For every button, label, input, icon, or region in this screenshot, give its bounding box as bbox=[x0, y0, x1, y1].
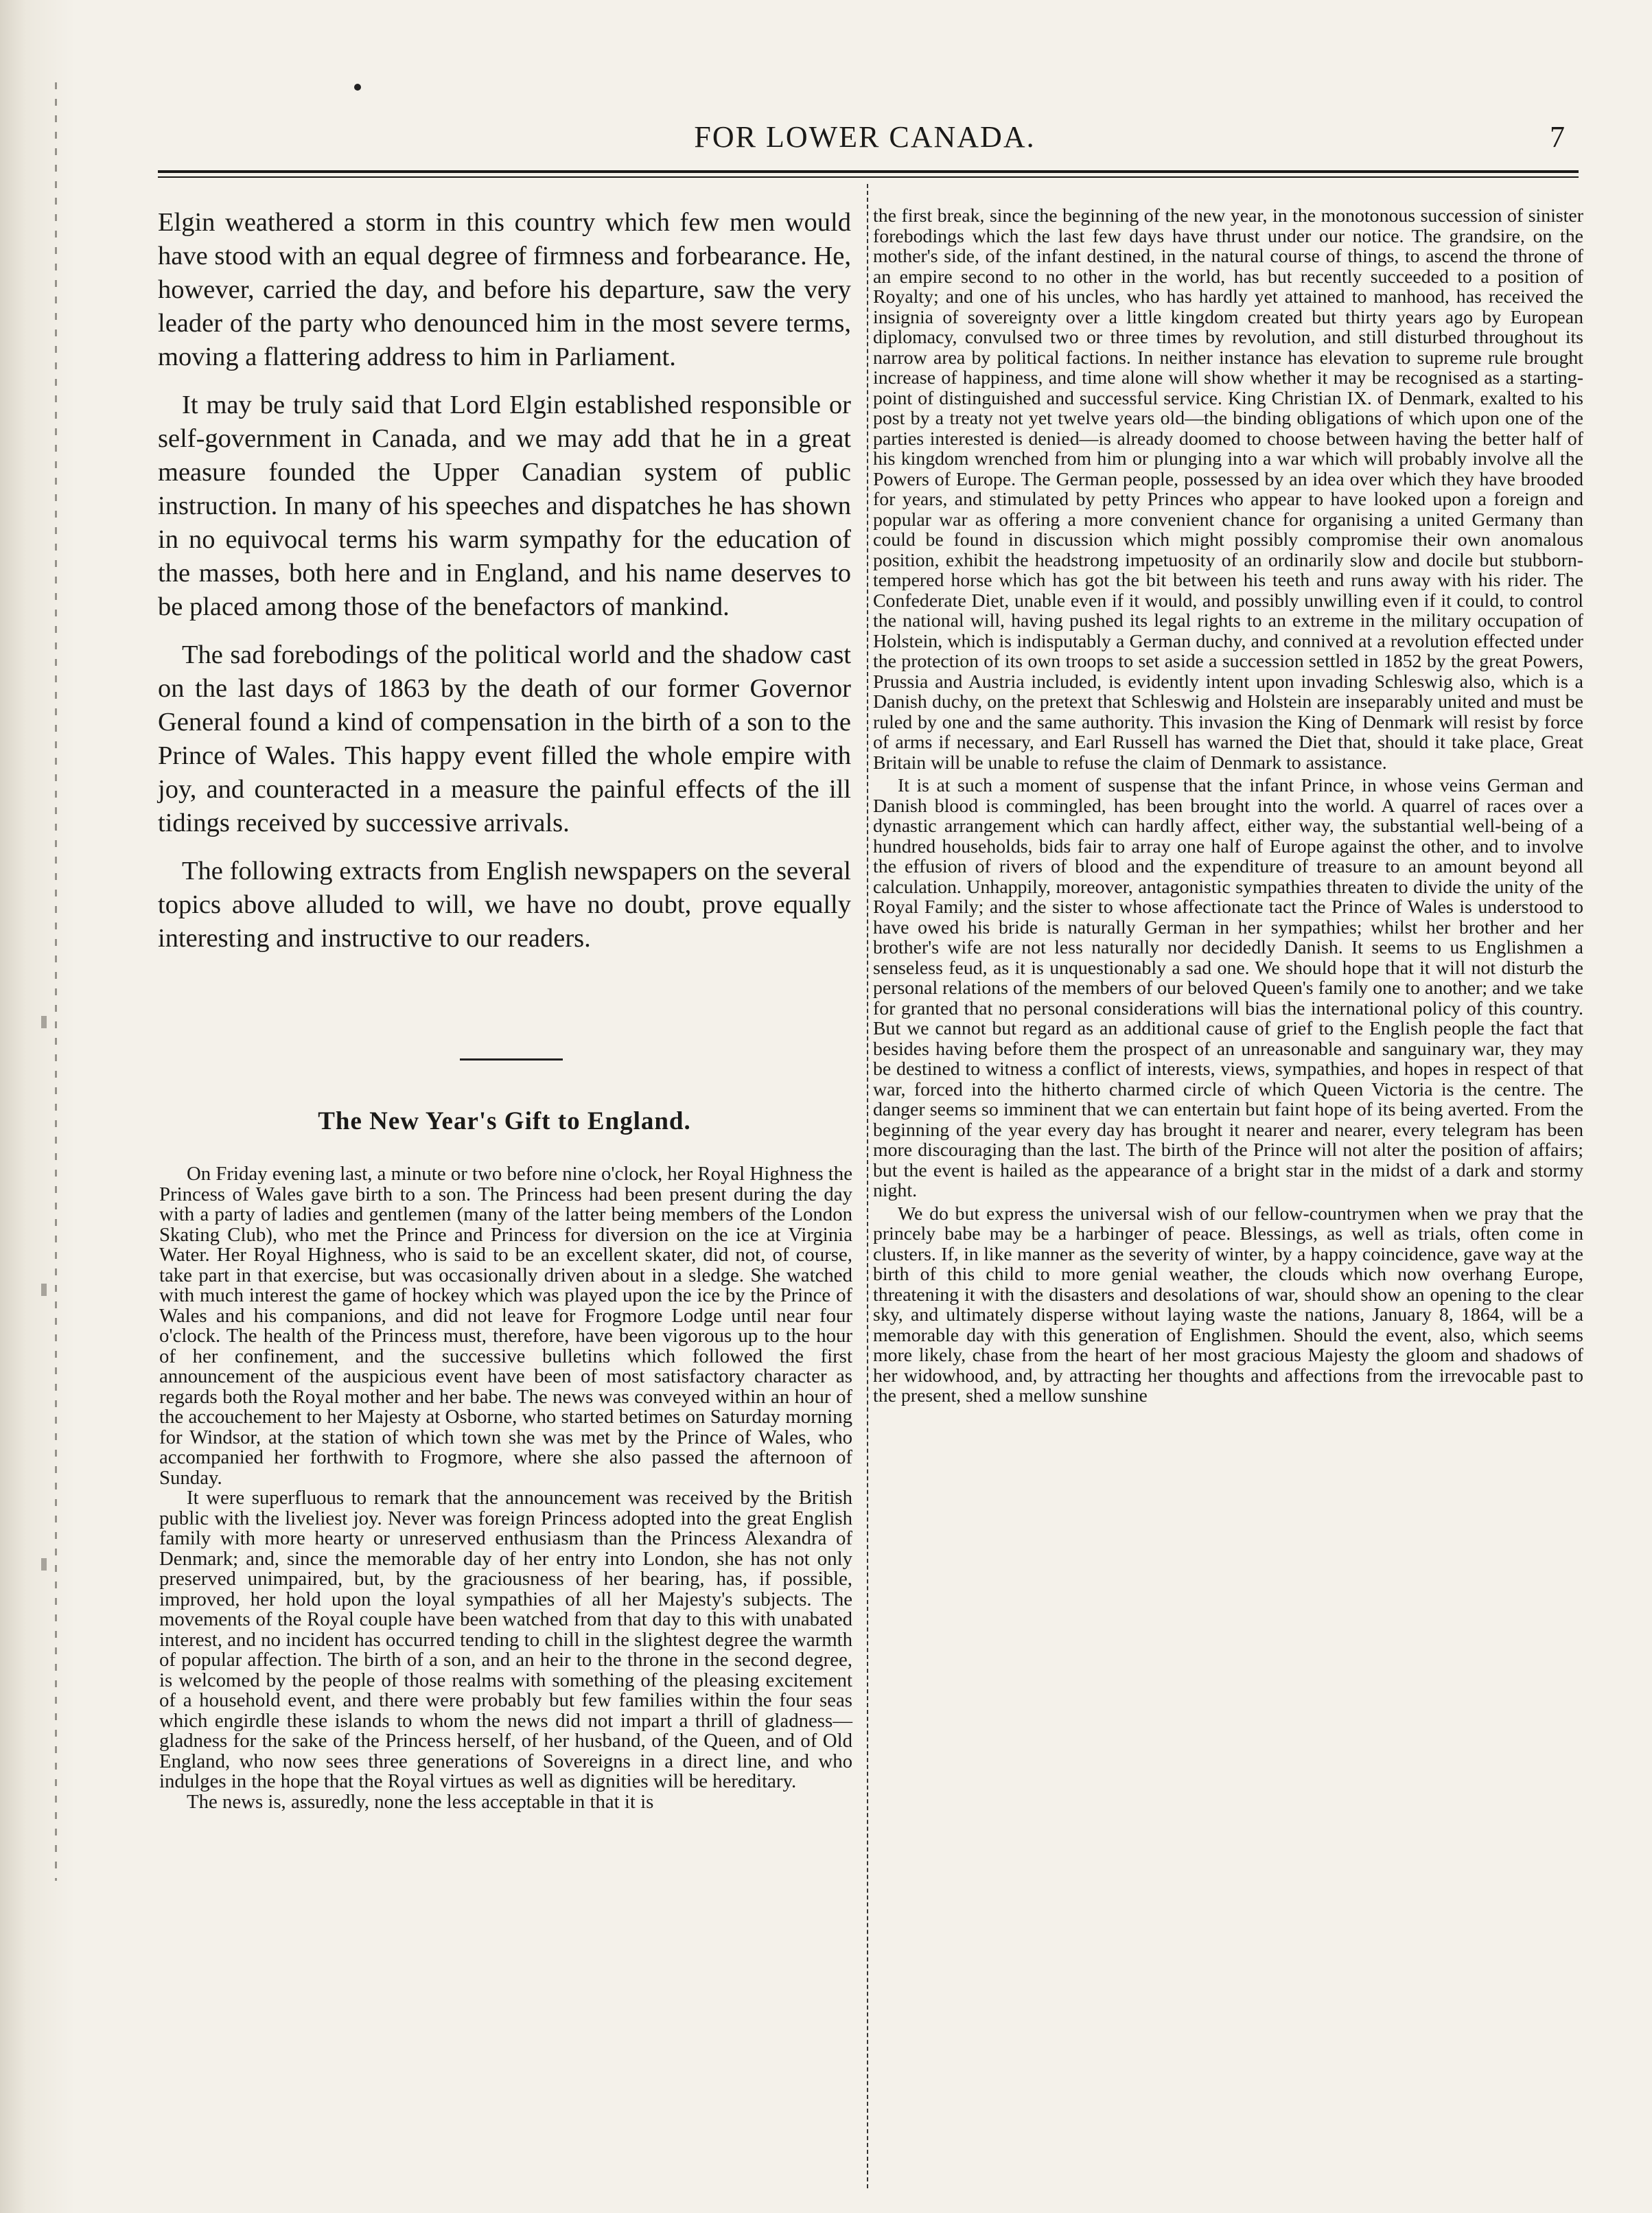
binding-margin bbox=[0, 0, 75, 2213]
article-paragraph: We do but express the universal wish of our fellow-countrymen when we pray that the princely babe may be a harbinger of peace. Blessings, as well as trials, often come in clusters. If, in like manner as the severity of winter, by a happy coincidence, gave way at the birth of this child to more genial weather, the clouds which now overhang Europe, threatening it with the disasters and desolations of war, should show an opening to the clear sky, and ultimately disperse without laying waste the nations, January 8, 1864, will be a memorable day with this generation of Englishmen. Should the event, also, which seems more likely, chase from the heart of her most gracious Majesty the gloom and shadows of her widowhood, and, by attracting her thoughts and affections from the irrevocable past to the present, shed a mellow sunshine bbox=[873, 1203, 1583, 1406]
header-rule-thin bbox=[158, 176, 1579, 178]
section-separator bbox=[460, 1058, 563, 1061]
paragraph: It may be truly said that Lord Elgin established responsible or self-government in Canada, and we may add that he in a great measure founded the Upper Canadian system of public instruction. In many of his speeches and dispatches he has shown in no equivocal terms his warm sympathy for the education of the masses, both here and in England, and his name deserves to be placed among those of the benefactors of mankind. bbox=[158, 391, 851, 621]
margin-mark bbox=[41, 1558, 47, 1571]
running-header bbox=[151, 117, 1579, 165]
article-paragraph: The news is, assuredly, none the less acceptable in that it is bbox=[187, 1790, 654, 1813]
margin-mark bbox=[41, 1284, 47, 1296]
article-right-column bbox=[873, 206, 1583, 1406]
left-column-intro bbox=[158, 206, 851, 970]
article-paragraph: It were superfluous to remark that the announcement was received by the British public with the liveliest joy. Never was foreign Princess adopted into the great English family with more hearty or unreserved enthusiasm than the Princess Alexandra of Denmark; and, since the memorable day of her entry into London, she has not only preserved unimpaired, but, by the graciousness of her bearing, has, if possible, improved, her hold upon the loyal sympathies of all her Majesty's subjects. The movements of the Royal couple have been watched from that day to this with unabated interest, and no incident has occurred tending to chill in the slightest degree the warmth of popular affection. The birth of a son, and an heir to the throne in the second degree, is welcomed by the people of those realms with something of the pleasing excitement of a household event, and there were probably but few families within the four seas which engirdle these islands to whom the news did not impart a thrill of gladness—gladness for the sake of the Princess herself, of her husband, of the Queen, and of Old England, who now sees three generations of Sovereigns in a direct line, and who indulges in the hope that the Royal virtues as well as dignities will be hereditary. bbox=[159, 1487, 852, 1792]
paragraph: The following extracts from English newspapers on the several topics above alluded to will, we have no doubt, prove equally interesting and instructive to our readers. bbox=[158, 857, 851, 953]
margin-mark bbox=[41, 1016, 47, 1028]
binding-shadow bbox=[55, 82, 57, 1881]
article-paragraph: the first break, since the beginning of the new year, in the monotonous succession of sinister forebodings which the last few days have thrust under our notice. The grandsire, on the mother's side, of the infant destined, in the natural course of things, to ascend the throne of an empire second to no other in the world, has but recently succeeded to a position of Royalty; and one of his uncles, who has hardly yet attained to manhood, has received the insignia of sovereignty over a little kingdom created but thirty years ago by European diplomacy, convulsed two or three times by revolution, and still disturbed throughout its narrow area by political factions. In neither instance has elevation to supreme rule brought increase of happiness, and time alone will show whether it may be recognised as a starting-point of distinguished and successful service. King Christian IX. of Denmark, exalted to his post by a treaty not yet twelve years old—the binding obligations of which upon one of the parties interested is denied—is already doomed to choose between having the better half of his kingdom wrenched from him or plunging into a war which will probably involve all the Powers of Europe. The German people, possessed by an idea over which they have brooded for years, and stimulated by petty Princes who appear to have looked upon a foreign and popular war as offering a more convenient chance for organising a united Germany than could be found in discussion which might possibly compromise their own anomalous position, exhibit the headstrong impetuosity of an ordinarily slow and docile but stubborn-tempered horse which has got the bit between his teeth and runs away with his rider. The Confederate Diet, unable even if it would, and possibly unwilling even if it could, to control the national will, having pushed its legal rights to an extreme in the military occupation of Holstein, which is indisputably a German duchy, and connived at a revolution effected under the protection of its own troops to set aside a succession settled in 1852 by the great Powers, Prussia and Austria included, is evidently intent upon invading Schleswig also, which is a Danish duchy, on the pretext that Schleswig and Holstein are inseparably united and must be ruled by one and the same authority. This invasion the King of Denmark will resist by force of arms if necessary, and Earl Russell has warned the Diet that, should it take place, Great Britain will be unable to refuse the claim of Denmark to assistance. bbox=[873, 205, 1583, 774]
page-number: 7 bbox=[1550, 120, 1565, 154]
header-rule-thick bbox=[158, 170, 1579, 173]
article-left-column bbox=[159, 1164, 852, 1812]
running-title: FOR LOWER CANADA. bbox=[694, 120, 1036, 154]
paragraph: Elgin weathered a storm in this country which few men would have stood with an equal degree of firmness and forbearance. He, however, carried the day, and before his departure, saw the very leader of the party who denounced him in the most severe terms, moving a flattering address to him in Parliament. bbox=[158, 208, 851, 371]
ink-speck bbox=[354, 84, 361, 91]
article-paragraph: On Friday evening last, a minute or two before nine o'clock, her Royal Highness the Princess of Wales gave birth to a son. The Princess had been present during the day with a party of ladies and gentlemen (many of the latter being members of the London Skating Club), who met the Prince and Princess for diversion on the ice at Virginia Water. Her Royal Highness, who is said to be an excellent skater, did not, of course, take part in that exercise, but was occasionally driven about in a sledge. She watched with much interest the game of hockey which was played upon the ice by the Prince of Wales and his companions, and did not leave for Frogmore Lodge until near four o'clock. The health of the Princess must, therefore, have been vigorous up to the hour of her confinement, and the successive bulletins which followed the first announcement of the auspicious event have been of most satisfactory character as regards both the Royal mother and her babe. The news was conveyed within an hour of the accouchement to her Majesty at Osborne, who started betimes on Saturday morning for Windsor, at the station of which town she was met by the Prince of Wales, who accompanied her forthwith to Frogmore, where she also passed the afternoon of Sunday. bbox=[159, 1163, 852, 1489]
column-divider bbox=[867, 184, 868, 2188]
article-paragraph: It is at such a moment of suspense that the infant Prince, in whose veins German and Danish blood is commingled, has been brought into the world. A quarrel of races over a dynastic arrangement which can hardly affect, either way, the substantial well-being of a hundred households, bids fair to array one half of Europe against the other, and to involve the effusion of rivers of blood and the expenditure of treasure to an amount beyond all calculation. Unhappily, moreover, antagonistic sympathies threaten to divide the unity of the Royal Family; and the sister to whose affectionate tact the Prince of Wales is understood to have owed his bride is naturally German in her sympathies; whilst her brother and her brother's wife are not less naturally nor decidedly Danish. It seems to us Englishmen a senseless feud, as it is unquestionably a sad one. We should hope that it will not disturb the personal relations of the members of our beloved Queen's family one to another; and we take for granted that no personal considerations will bias the international policy of this country. But we cannot but regard as an additional cause of grief to the English people the fact that besides having before them the prospect of an unreasonable and sanguinary war, they may be destined to witness a conflict of interests, views, sympathies, and hopes in respect of that war, forced into the hitherto charmed circle of which Queen Victoria is the centre. The danger seems so imminent that we can entertain but faint hope of its being averted. From the beginning of the year every day has brought it nearer and nearer, every telegram has been more discouraging than the last. The birth of the Prince will not alter the position of affairs; but the event is hailed as the appearance of a bright star in the midst of a dark and stormy night. bbox=[873, 775, 1583, 1201]
paragraph: The sad forebodings of the political world and the shadow cast on the last days of 1863 by the death of our former Governor General found a kind of compensation in the birth of a son to the Prince of Wales. This happy event filled the whole empire with joy, and counteracted in a measure the painful effects of the ill tidings received by successive arrivals. bbox=[158, 640, 851, 837]
article-title: The New Year's Gift to England. bbox=[318, 1107, 691, 1135]
